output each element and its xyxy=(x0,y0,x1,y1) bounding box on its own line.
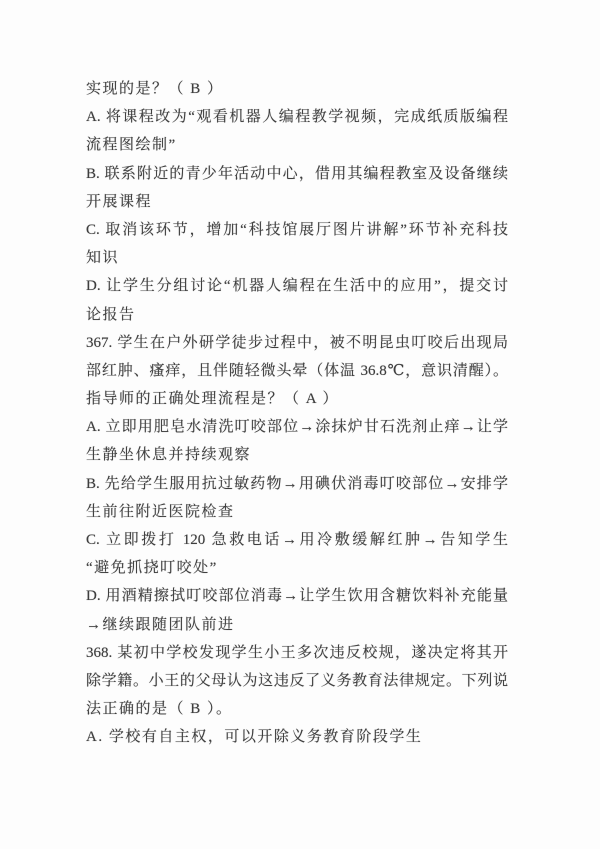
document-line: 部红肿、瘙痒，且伴随轻微头晕（体温 36.8℃，意识清醒）。 xyxy=(86,362,508,379)
document-line: 知识 xyxy=(86,250,120,267)
document-line: 开展课程 xyxy=(86,193,153,210)
document-line: 流程图绘制” xyxy=(86,137,177,154)
document-line: “避免抓挠叮咬处” xyxy=(86,560,218,577)
document-line: 指导师的正确处理流程是？（ A ） xyxy=(86,391,340,408)
document-line: B. 先给学生服用抗过敏药物→用碘伏消毒叮咬部位→安排学 xyxy=(86,475,508,492)
document-line: D. 用酒精擦拭叮咬部位消毒→让学生饮用含糖饮料补充能量 xyxy=(86,588,508,605)
document-line: C. 立即拨打 120 急救电话→用冷敷缓解红肿→告知学生 xyxy=(86,532,508,548)
document-line: 除学籍。小王的父母认为这违反了义务教育法律规定。下列说 xyxy=(86,672,508,689)
document-line: 生静坐休息并持续观察 xyxy=(86,447,252,464)
document-line: →继续跟随团队前进 xyxy=(86,616,235,633)
document-line: C. 取消该环节，增加“科技馆展厅图片讲解”环节补充科技 xyxy=(86,221,508,238)
document-line: 367. 学生在户外研学徒步过程中，被不明昆虫叮咬后出现局 xyxy=(86,334,508,351)
document-line: A. 立即用肥皂水清洗叮咬部位→涂抹炉甘石洗剂止痒→让学 xyxy=(86,419,508,436)
document-line: D. 让学生分组讨论“机器人编程在生活中的应用”，提交讨 xyxy=(86,278,508,295)
document-line: A. 学校有自主权，可以开除义务教育阶段学生 xyxy=(86,729,423,746)
document-line: B. 联系附近的青少年活动中心，借用其编程教室及设备继续 xyxy=(86,165,508,182)
document-line: 生前往附近医院检查 xyxy=(86,503,235,520)
document-text-block xyxy=(86,75,508,752)
document-line: 实现的是？（ B ） xyxy=(86,81,224,97)
document-line: 论报告 xyxy=(86,306,136,323)
document-line: 368. 某初中学校发现学生小王多次违反校规，遂决定将其开 xyxy=(86,644,508,661)
document-line: 法正确的是（ B ）。 xyxy=(86,701,233,718)
document-line: A. 将课程改为“观看机器人编程教学视频，完成纸质版编程 xyxy=(86,109,508,126)
